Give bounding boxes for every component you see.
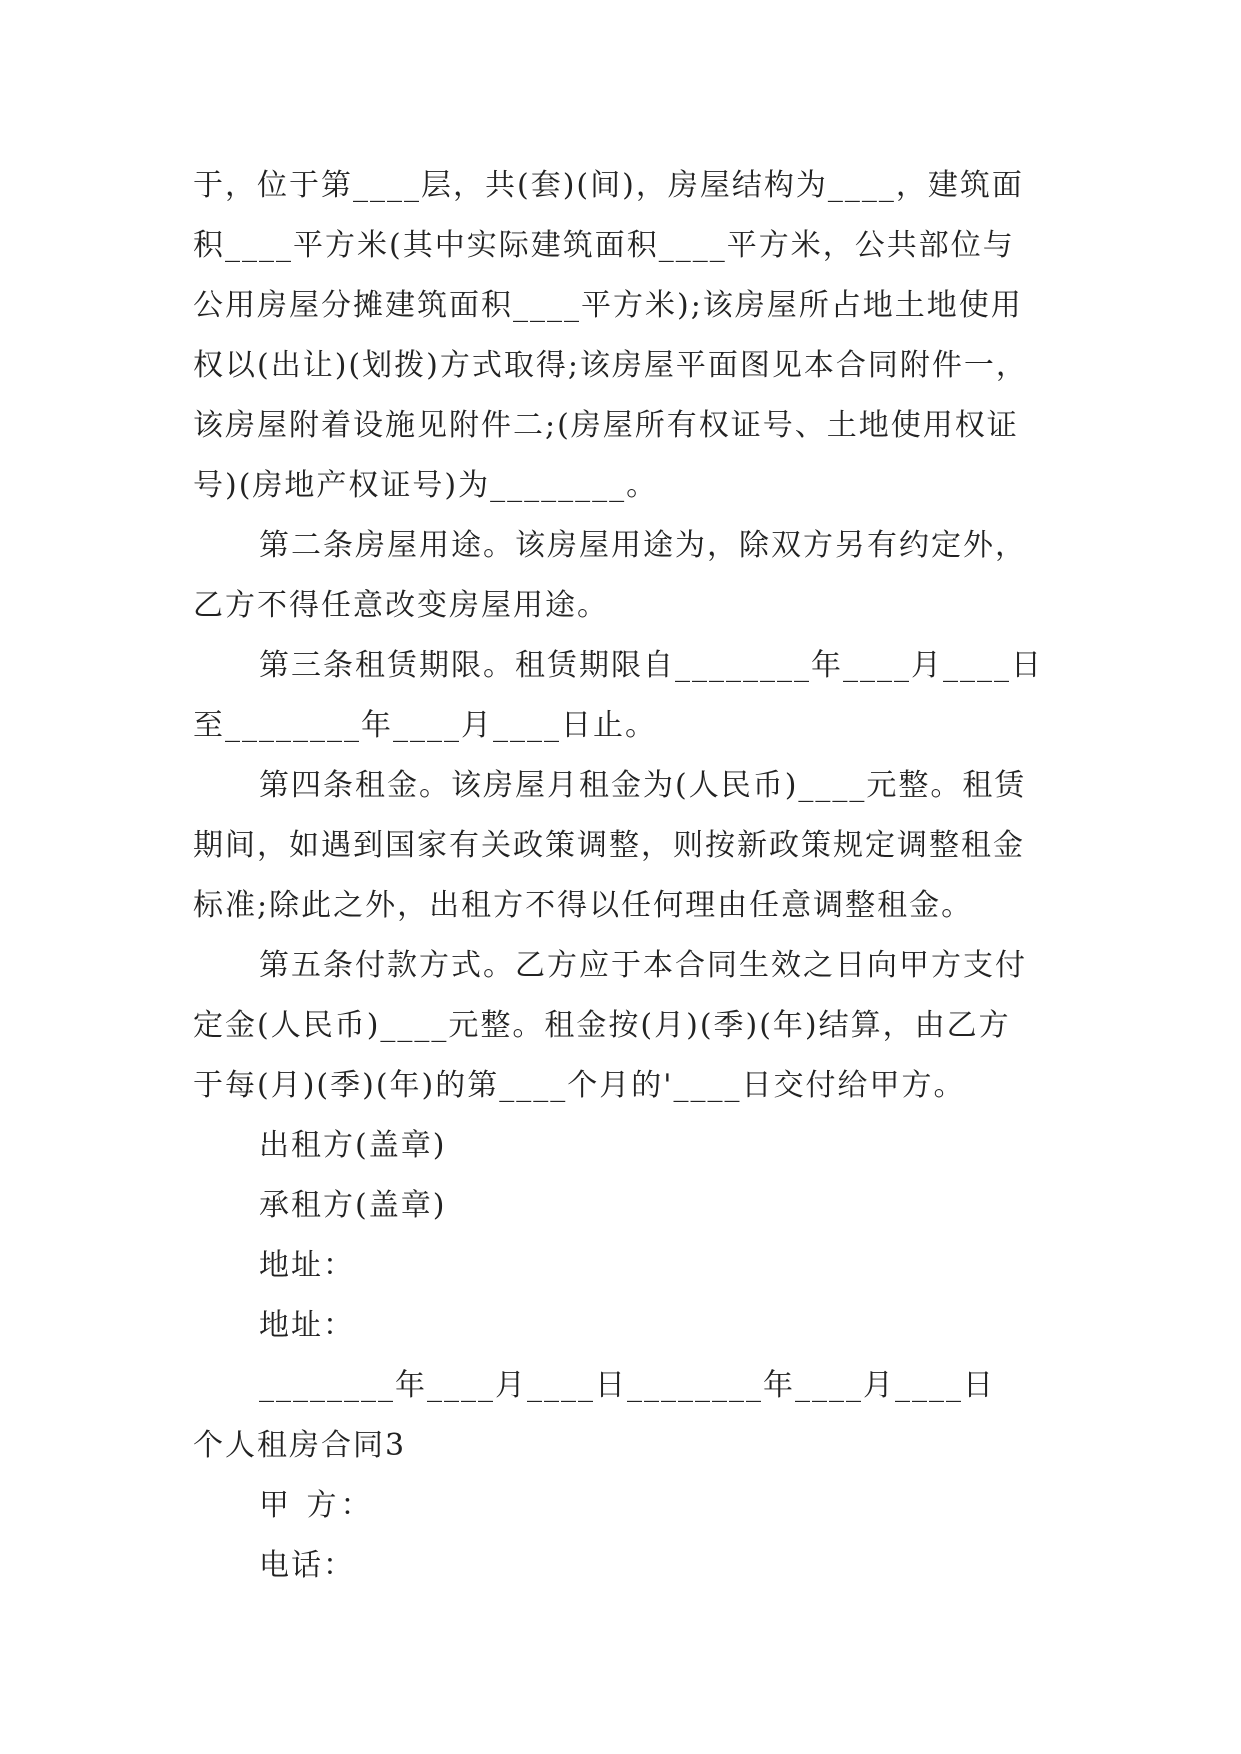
article-5-line: 第五条付款方式。乙方应于本合同生效之日向甲方支付 <box>259 948 1027 983</box>
text-line: 乙方不得任意改变房屋用途。 <box>193 588 609 623</box>
text-line: 号)(房地产权证号)为________。 <box>193 468 659 503</box>
text-line: 该房屋附着设施见附件二;(房屋所有权证号、土地使用权证 <box>193 408 1019 443</box>
article-2-line: 第二条房屋用途。该房屋用途为，除双方另有约定外， <box>259 528 1027 563</box>
article-4-line: 第四条租金。该房屋月租金为(人民币)____元整。租赁 <box>259 768 1027 803</box>
text-line: 积____平方米(其中实际建筑面积____平方米，公共部位与 <box>193 228 1015 263</box>
party-a-label: 甲 方： <box>259 1488 375 1523</box>
text-line: 定金(人民币)____元整。租金按(月)(季)(年)结算，由乙方 <box>193 1008 1011 1043</box>
date-fields-line: ________年____月____日________年____月____日 <box>259 1368 995 1403</box>
text-line: 标准;除此之外，出租方不得以任何理由任意调整租金。 <box>193 888 974 923</box>
section-title: 个人租房合同3 <box>193 1428 407 1463</box>
address-label: 地址： <box>259 1248 355 1283</box>
text-line: 期间，如遇到国家有关政策调整，则按新政策规定调整租金 <box>193 828 1025 863</box>
text-line: 于，位于第____层，共(套)(间)，房屋结构为____，建筑面 <box>193 168 1024 203</box>
phone-label: 电话： <box>259 1548 355 1583</box>
text-line: 权以(出让)(划拨)方式取得;该房屋平面图见本合同附件一， <box>193 348 1028 383</box>
lessor-seal-label: 出租方(盖章) <box>259 1128 447 1163</box>
address-label: 地址： <box>259 1308 355 1343</box>
text-line: 于每(月)(季)(年)的第____个月的'____日交付给甲方。 <box>193 1068 966 1103</box>
text-line: 公用房屋分摊建筑面积____平方米);该房屋所占地土地使用 <box>193 288 1023 323</box>
lessee-seal-label: 承租方(盖章) <box>259 1188 447 1223</box>
text-line: 至________年____月____日止。 <box>193 708 657 743</box>
article-3-line: 第三条租赁期限。租赁期限自________年____月____日 <box>259 648 1043 683</box>
document-body <box>193 156 1053 1596</box>
